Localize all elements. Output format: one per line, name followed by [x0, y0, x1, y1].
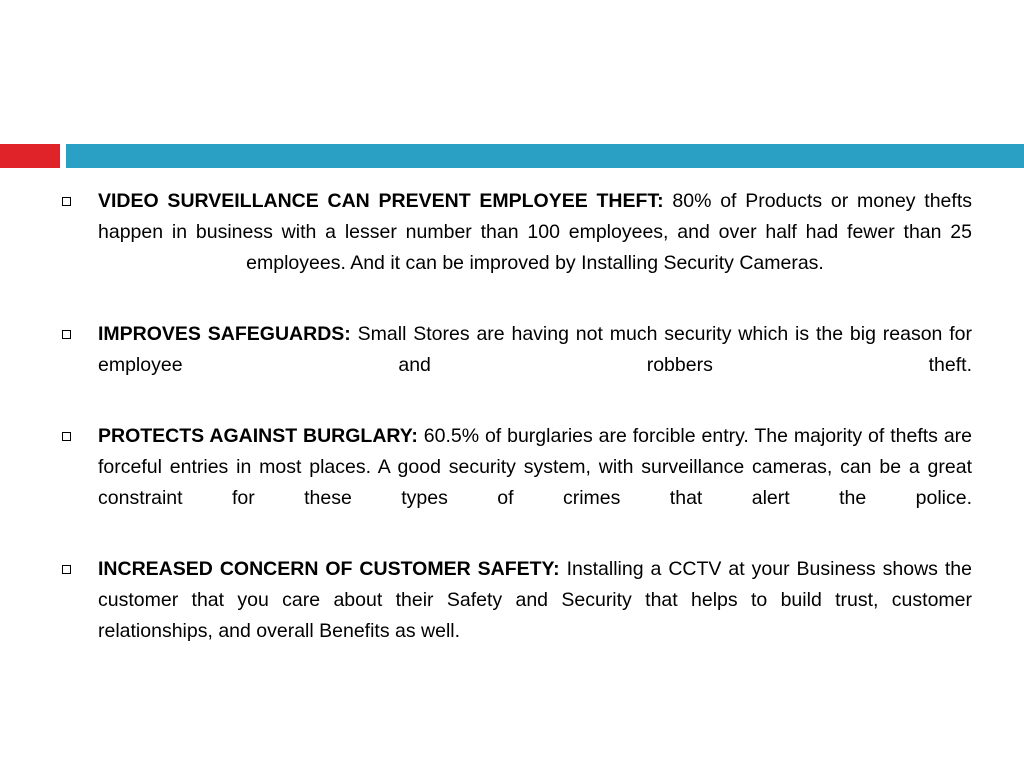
bullet-text: 60.5% of burglaries are forcible entry. The majority of thefts are forceful entries in most places. A good security system, with surveillance cameras, can be a great constraint for these types of crimes that alert the police.	[98, 425, 973, 509]
bullet-text: 80% of Products or money thefts happen in business with a lesser number than 100 employees, and over half had fewer than 25 employees. And it can be improved by Installing Security Cameras.	[98, 190, 972, 274]
square-bullet-icon	[62, 432, 71, 441]
bullet-item	[62, 186, 972, 279]
square-bullet-icon	[62, 197, 71, 206]
bullet-item	[62, 319, 972, 381]
bullet-heading: PROTECTS AGAINST BURGLARY:	[98, 425, 424, 447]
bullet-heading: IMPROVES SAFEGUARDS:	[98, 323, 358, 345]
square-bullet-icon	[62, 330, 71, 339]
header-bar-red	[0, 144, 60, 168]
bullet-item	[62, 554, 972, 647]
bullet-text: Installing a CCTV at your Business shows the customer that you care about their Safety and Security that helps to build trust, customer relationships, and overall Benefits as well.	[98, 558, 972, 642]
bullet-heading: VIDEO SURVEILLANCE CAN PREVENT EMPLOYEE THEFT:	[98, 190, 673, 212]
square-bullet-icon	[62, 565, 71, 574]
bullet-text: Small Stores are having not much security which is the big reason for employee and robbers theft.	[98, 323, 972, 376]
header-bar-blue	[66, 144, 1024, 168]
bullet-list	[62, 186, 972, 647]
bullet-item	[62, 421, 972, 514]
bullet-heading: INCREASED CONCERN OF CUSTOMER SAFETY:	[98, 558, 567, 580]
